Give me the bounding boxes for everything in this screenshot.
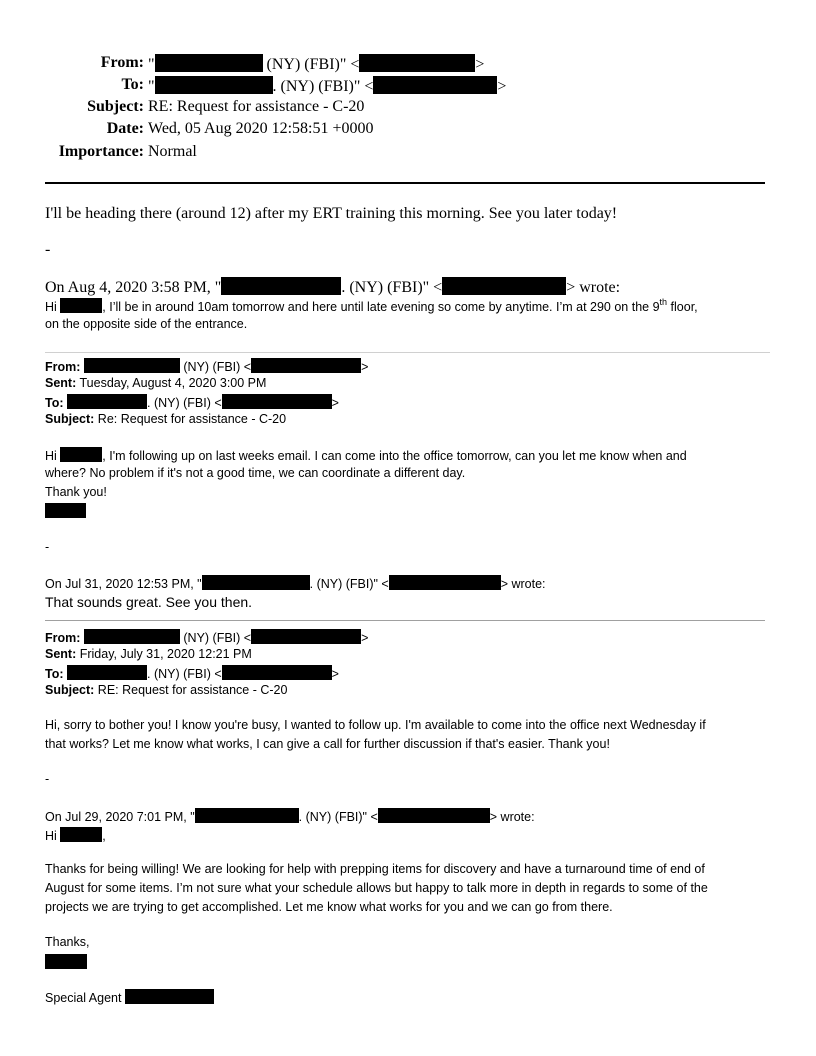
msg-body-line: that works? Let me know what works, I can give a call for further discussion if that's easier. Thank you! (45, 737, 610, 751)
redaction-bar (84, 629, 180, 644)
redaction-bar (251, 358, 361, 373)
redaction-bar (155, 54, 263, 72)
date-label: Date: (106, 120, 144, 137)
msg-thanks: Thank you! (45, 485, 107, 499)
redaction-bar (442, 277, 566, 295)
from-label: From: (100, 54, 144, 71)
header-divider (45, 182, 765, 184)
msg-from: From: (NY) (FBI) < > (45, 631, 369, 645)
redaction-bar (251, 629, 361, 644)
quote-intro: On Aug 4, 2020 3:58 PM, " . (NY) (FBI)" < > wrote: (45, 279, 621, 296)
msg-body-line: Hi , I'm following up on last weeks email. I can come into the office tomorrow, can you let me know when and (45, 449, 687, 463)
dash-separator: - (45, 540, 50, 554)
msg-from: From: (NY) (FBI) < > (45, 360, 369, 374)
redaction-bar (60, 298, 102, 313)
quote-text: That sounds great. See you then. (45, 594, 253, 610)
subject-label: Subject: (87, 98, 144, 115)
msg-body-line: where? No problem if it's not a good time, we can coordinate a different day. (45, 466, 466, 480)
msg-to: To: . (NY) (FBI) < > (45, 667, 339, 681)
from-value: " (NY) (FBI)" < > (148, 56, 485, 73)
message-divider (45, 352, 770, 353)
redaction-bar (84, 358, 180, 373)
quote-body-line: August for some items. I’m not sure what your schedule allows but happy to talk more in depth in regards to some of the (45, 881, 708, 895)
date-value: Wed, 05 Aug 2020 12:58:51 +0000 (148, 120, 374, 137)
quote-thanks: Thanks, (45, 935, 90, 949)
redaction-bar (125, 989, 214, 1004)
importance-label: Importance: (58, 143, 144, 160)
dash-separator: - (45, 241, 51, 258)
quote-greeting: Hi , (45, 829, 106, 843)
to-value: " . (NY) (FBI)" < > (148, 78, 507, 95)
quote-intro: On Jul 31, 2020 12:53 PM, " . (NY) (FBI)" < > wrote: (45, 577, 546, 591)
msg-sent: Sent: Friday, July 31, 2020 12:21 PM (45, 647, 252, 661)
redaction-bar (222, 394, 332, 409)
redaction-bar (155, 76, 273, 94)
redaction-bar (359, 54, 475, 72)
importance-value: Normal (148, 143, 197, 160)
msg-sent: Sent: Tuesday, August 4, 2020 3:00 PM (45, 376, 267, 390)
redaction-bar (60, 447, 102, 462)
message-divider (45, 620, 765, 621)
msg-to: To: . (NY) (FBI) < > (45, 396, 339, 410)
redaction-bar (378, 808, 490, 823)
redaction-bar (221, 277, 341, 295)
dash-separator: - (45, 772, 50, 786)
reply-text: I'll be heading there (around 12) after my ERT training this morning. See you later today! (45, 205, 618, 222)
redaction-bar (67, 394, 147, 409)
quote-intro: On Jul 29, 2020 7:01 PM, " . (NY) (FBI)" < > wrote: (45, 810, 535, 824)
signature-line: Special Agent (45, 989, 214, 1005)
quote-body-line: Thanks for being willing! We are looking for help with prepping items for discovery and have a turnaround time of end of (45, 862, 705, 876)
redaction-bar (45, 503, 86, 518)
quote-line: Hi , I’ll be in around 10am tomorrow and here until late evening so come by anytime. I’m at 290 on the 9th floor, (45, 297, 698, 314)
msg-body-line: Hi, sorry to bother you! I know you're busy, I wanted to follow up. I'm available to come into the office next Wednesday if (45, 718, 706, 732)
subject-value: RE: Request for assistance - C-20 (148, 98, 365, 115)
signature-redaction (45, 503, 86, 521)
redaction-bar (60, 827, 102, 842)
redaction-bar (389, 575, 501, 590)
redaction-bar (67, 665, 147, 680)
redaction-bar (45, 954, 87, 969)
redaction-bar (202, 575, 310, 590)
quote-line: on the opposite side of the entrance. (45, 317, 248, 331)
msg-subject: Subject: Re: Request for assistance - C-20 (45, 412, 287, 426)
redaction-bar (373, 76, 497, 94)
quote-body-line: projects we are trying to get accomplished. Let me know what works for you and we can go from there. (45, 900, 613, 914)
to-label: To: (121, 76, 144, 93)
redaction-bar (195, 808, 299, 823)
msg-subject: Subject: RE: Request for assistance - C-20 (45, 683, 288, 697)
signature-redaction (45, 954, 87, 972)
redaction-bar (222, 665, 332, 680)
